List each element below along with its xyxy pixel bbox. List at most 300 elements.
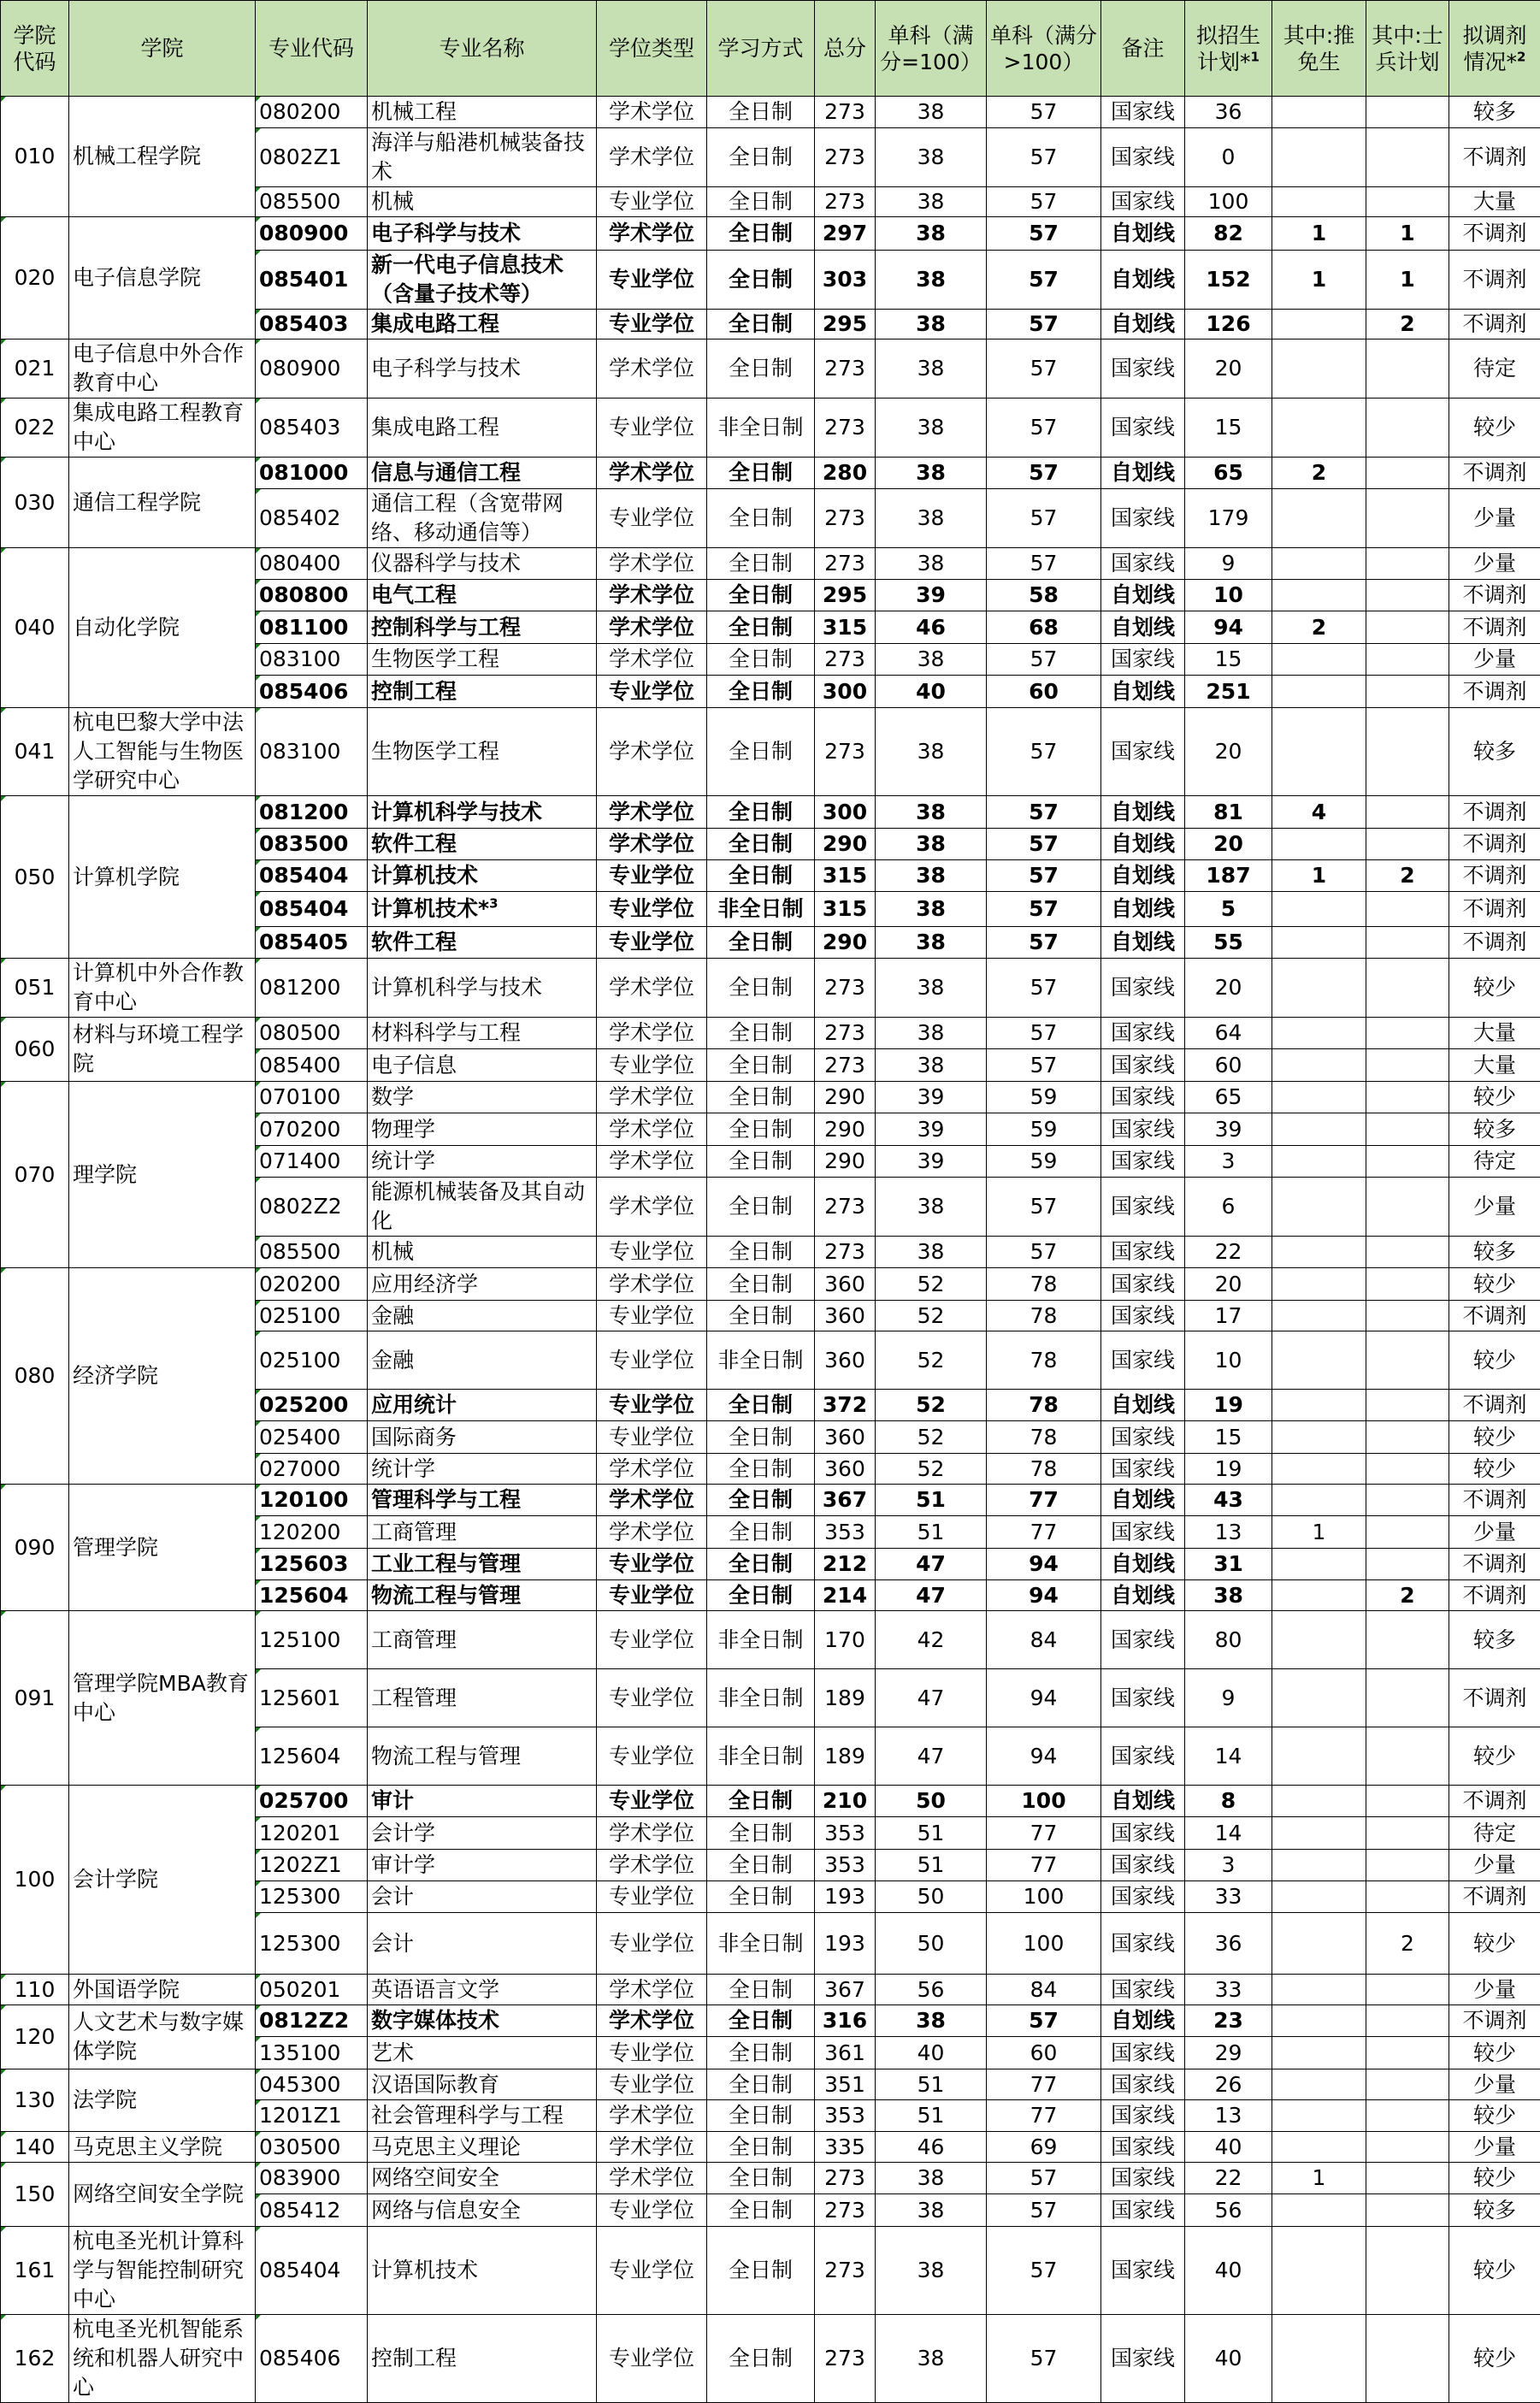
major-name: 生物医学工程	[368, 644, 597, 676]
major-code: 085401	[256, 251, 368, 310]
major-name: 控制工程	[368, 2315, 597, 2403]
major-code: 085500	[256, 1237, 368, 1268]
exempt-count	[1272, 1454, 1366, 1485]
adjust-status: 不调剂	[1449, 458, 1540, 489]
college-code: 091	[1, 1611, 69, 1786]
remark: 国家线	[1101, 1516, 1185, 1549]
major-code: 045300	[256, 2069, 368, 2100]
degree-type: 学术学位	[597, 458, 707, 489]
adjust-status: 较少	[1449, 2227, 1540, 2315]
soldier-count	[1366, 1817, 1449, 1850]
study-mode: 非全日制	[707, 1331, 815, 1390]
total-score: 367	[815, 1485, 876, 1516]
remark: 国家线	[1101, 2194, 1185, 2227]
total-score: 353	[815, 1516, 876, 1549]
study-mode: 全日制	[707, 2163, 815, 2194]
single-score-gt100: 57	[987, 959, 1101, 1018]
major-code: 083900	[256, 2163, 368, 2194]
enrollment-plan: 39	[1185, 1113, 1272, 1146]
adjust-status: 较多	[1449, 97, 1540, 128]
major-name: 软件工程	[368, 927, 597, 959]
exempt-count: 1	[1272, 860, 1366, 892]
study-mode: 全日制	[707, 1516, 815, 1549]
adjust-status: 少量	[1449, 2132, 1540, 2163]
single-score-100: 38	[876, 310, 987, 339]
study-mode: 全日制	[707, 1113, 815, 1146]
degree-type: 专业学位	[597, 860, 707, 892]
single-score-100: 50	[876, 1881, 987, 1913]
degree-type: 专业学位	[597, 1786, 707, 1817]
soldier-count	[1366, 1268, 1449, 1301]
college-code: 140	[1, 2132, 69, 2163]
table-row	[1, 399, 1540, 458]
single-score-gt100: 78	[987, 1390, 1101, 1421]
single-score-100: 38	[876, 399, 987, 458]
enrollment-plan: 31	[1185, 1549, 1272, 1580]
remark: 国家线	[1101, 1237, 1185, 1268]
exempt-count	[1272, 1549, 1366, 1580]
major-name: 应用经济学	[368, 1268, 597, 1301]
footnote-3: 3	[489, 896, 498, 912]
soldier-count	[1366, 2132, 1449, 2163]
adjust-status: 不调剂	[1449, 310, 1540, 339]
adjust-status: 不调剂	[1449, 676, 1540, 708]
college-name: 电子信息中外合作教育中心	[69, 339, 256, 399]
total-score: 361	[815, 2037, 876, 2069]
total-score: 189	[815, 1669, 876, 1727]
soldier-count	[1366, 97, 1449, 128]
degree-type: 专业学位	[597, 1049, 707, 1082]
degree-type: 专业学位	[597, 1611, 707, 1669]
single-score-100: 38	[876, 927, 987, 959]
study-mode: 全日制	[707, 489, 815, 548]
exempt-count	[1272, 959, 1366, 1018]
soldier-count	[1366, 128, 1449, 187]
single-score-100: 51	[876, 2100, 987, 2132]
exempt-count	[1272, 1268, 1366, 1301]
major-code: 081200	[256, 796, 368, 829]
total-score: 273	[815, 2194, 876, 2227]
table-row	[1, 1018, 1540, 1049]
exempt-count	[1272, 548, 1366, 580]
degree-type: 学术学位	[597, 708, 707, 796]
major-code: 025100	[256, 1331, 368, 1390]
degree-type: 学术学位	[597, 128, 707, 187]
single-score-gt100: 57	[987, 2005, 1101, 2037]
single-score-gt100: 57	[987, 217, 1101, 251]
enrollment-plan: 15	[1185, 1421, 1272, 1454]
major-name: 机械工程	[368, 97, 597, 128]
single-score-gt100: 58	[987, 580, 1101, 611]
exempt-count	[1272, 1580, 1366, 1611]
degree-type: 学术学位	[597, 796, 707, 829]
major-code: 070200	[256, 1113, 368, 1146]
exempt-count	[1272, 1049, 1366, 1082]
college-code: 022	[1, 399, 69, 458]
soldier-count	[1366, 1549, 1449, 1580]
major-code: 025200	[256, 1390, 368, 1421]
total-score: 360	[815, 1301, 876, 1331]
major-name: 艺术	[368, 2037, 597, 2069]
exempt-count	[1272, 399, 1366, 458]
major-name: 马克思主义理论	[368, 2132, 597, 2163]
soldier-count	[1366, 927, 1449, 959]
single-score-gt100: 68	[987, 611, 1101, 644]
adjust-status: 较少	[1449, 2100, 1540, 2132]
adjust-status: 不调剂	[1449, 1549, 1540, 1580]
major-code: 0812Z2	[256, 2005, 368, 2037]
single-score-gt100: 100	[987, 1786, 1101, 1817]
degree-type: 学术学位	[597, 959, 707, 1018]
major-code: 080500	[256, 1018, 368, 1049]
adjust-status: 不调剂	[1449, 611, 1540, 644]
college-code: 130	[1, 2069, 69, 2132]
soldier-count	[1366, 644, 1449, 676]
exempt-count: 2	[1272, 611, 1366, 644]
major-code: 085404	[256, 860, 368, 892]
total-score: 273	[815, 959, 876, 1018]
total-score: 335	[815, 2132, 876, 2163]
major-name: 集成电路工程	[368, 310, 597, 339]
single-score-100: 40	[876, 2037, 987, 2069]
study-mode: 全日制	[707, 796, 815, 829]
remark: 自划线	[1101, 2005, 1185, 2037]
major-name: 信息与通信工程	[368, 458, 597, 489]
major-name: 海洋与船港机械装备技术	[368, 128, 597, 187]
adjust-status: 少量	[1449, 1516, 1540, 1549]
table-row	[1, 1485, 1540, 1516]
major-name: 生物医学工程	[368, 708, 597, 796]
enrollment-plan: 15	[1185, 644, 1272, 676]
adjust-status: 不调剂	[1449, 1580, 1540, 1611]
study-mode: 全日制	[707, 1454, 815, 1485]
remark: 国家线	[1101, 548, 1185, 580]
major-name: 控制工程	[368, 676, 597, 708]
degree-type: 学术学位	[597, 339, 707, 399]
adjust-status: 少量	[1449, 1850, 1540, 1881]
remark: 自划线	[1101, 310, 1185, 339]
soldier-count	[1366, 2227, 1449, 2315]
exempt-count: 1	[1272, 217, 1366, 251]
major-code: 0802Z2	[256, 1178, 368, 1237]
enrollment-plan: 5	[1185, 892, 1272, 927]
enrollment-plan: 64	[1185, 1018, 1272, 1049]
college-code: 150	[1, 2163, 69, 2227]
degree-type: 学术学位	[597, 580, 707, 611]
remark: 自划线	[1101, 1390, 1185, 1421]
major-name: 英语语言文学	[368, 1975, 597, 2005]
major-code: 020200	[256, 1268, 368, 1301]
enrollment-plan: 23	[1185, 2005, 1272, 2037]
major-code: 030500	[256, 2132, 368, 2163]
adjust-status: 较多	[1449, 1611, 1540, 1669]
study-mode: 全日制	[707, 2227, 815, 2315]
col-remark: 备注	[1101, 1, 1185, 97]
exempt-count	[1272, 1727, 1366, 1786]
enrollment-plan: 36	[1185, 97, 1272, 128]
single-score-gt100: 84	[987, 1975, 1101, 2005]
major-name: 通信工程（含宽带网络、移动通信等）	[368, 489, 597, 548]
single-score-gt100: 78	[987, 1331, 1101, 1390]
major-name	[368, 892, 597, 927]
major-name: 计算机科学与技术	[368, 796, 597, 829]
single-score-100: 38	[876, 860, 987, 892]
enrollment-plan: 9	[1185, 548, 1272, 580]
major-code: 080200	[256, 97, 368, 128]
degree-type: 学术学位	[597, 644, 707, 676]
degree-type: 学术学位	[597, 1817, 707, 1850]
single-score-gt100: 57	[987, 1237, 1101, 1268]
exempt-count	[1272, 829, 1366, 860]
soldier-count	[1366, 399, 1449, 458]
exempt-count	[1272, 1975, 1366, 2005]
study-mode: 全日制	[707, 458, 815, 489]
study-mode: 全日制	[707, 1485, 815, 1516]
college-name: 杭电圣光机智能系统和机器人研究中心	[69, 2315, 256, 2403]
study-mode: 全日制	[707, 1178, 815, 1237]
single-score-100: 40	[876, 676, 987, 708]
college-name: 集成电路工程教育中心	[69, 399, 256, 458]
enrollment-plan: 20	[1185, 708, 1272, 796]
enrollment-plan: 82	[1185, 217, 1272, 251]
college-name: 通信工程学院	[69, 458, 256, 548]
remark: 自划线	[1101, 892, 1185, 927]
study-mode: 全日制	[707, 580, 815, 611]
major-code: 125300	[256, 1913, 368, 1975]
single-score-gt100: 59	[987, 1113, 1101, 1146]
major-name: 社会管理科学与工程	[368, 2100, 597, 2132]
single-score-gt100: 57	[987, 829, 1101, 860]
soldier-count	[1366, 548, 1449, 580]
soldier-count	[1366, 2100, 1449, 2132]
single-score-gt100: 57	[987, 399, 1101, 458]
single-score-100: 52	[876, 1454, 987, 1485]
total-score: 273	[815, 187, 876, 217]
single-score-gt100: 59	[987, 1082, 1101, 1113]
adjust-status: 少量	[1449, 548, 1540, 580]
degree-type: 学术学位	[597, 548, 707, 580]
soldier-count	[1366, 1850, 1449, 1881]
enrollment-plan: 38	[1185, 1580, 1272, 1611]
remark: 自划线	[1101, 796, 1185, 829]
study-mode: 全日制	[707, 2005, 815, 2037]
major-code: 120201	[256, 1817, 368, 1850]
soldier-count	[1366, 187, 1449, 217]
exempt-count	[1272, 128, 1366, 187]
exempt-count	[1272, 1611, 1366, 1669]
single-score-gt100: 78	[987, 1421, 1101, 1454]
enrollment-plan: 56	[1185, 2194, 1272, 2227]
single-score-100: 52	[876, 1268, 987, 1301]
single-score-100: 47	[876, 1727, 987, 1786]
exempt-count	[1272, 708, 1366, 796]
single-score-100: 52	[876, 1301, 987, 1331]
degree-type: 学术学位	[597, 1113, 707, 1146]
major-name: 软件工程	[368, 829, 597, 860]
soldier-count: 1	[1366, 217, 1449, 251]
adjust-status: 少量	[1449, 1975, 1540, 2005]
adjust-status: 较多	[1449, 2194, 1540, 2227]
enrollment-plan: 20	[1185, 339, 1272, 399]
total-score: 290	[815, 927, 876, 959]
study-mode: 全日制	[707, 1301, 815, 1331]
adjust-status: 较少	[1449, 959, 1540, 1018]
exempt-count	[1272, 187, 1366, 217]
remark: 国家线	[1101, 1850, 1185, 1881]
study-mode: 全日制	[707, 860, 815, 892]
study-mode: 全日制	[707, 548, 815, 580]
enrollment-plan: 22	[1185, 1237, 1272, 1268]
major-name: 金融	[368, 1301, 597, 1331]
exempt-count	[1272, 97, 1366, 128]
total-score: 273	[815, 128, 876, 187]
college-code: 080	[1, 1268, 69, 1485]
exempt-count	[1272, 1913, 1366, 1975]
enrollment-plan: 33	[1185, 1975, 1272, 2005]
study-mode: 全日制	[707, 1146, 815, 1178]
exempt-count: 1	[1272, 2163, 1366, 2194]
adjust-status: 不调剂	[1449, 1881, 1540, 1913]
single-score-100: 38	[876, 489, 987, 548]
table-row	[1, 339, 1540, 399]
major-name: 物理学	[368, 1113, 597, 1146]
single-score-100: 39	[876, 1113, 987, 1146]
adjust-status: 不调剂	[1449, 128, 1540, 187]
single-score-gt100: 69	[987, 2132, 1101, 2163]
major-name: 工商管理	[368, 1611, 597, 1669]
total-score: 290	[815, 829, 876, 860]
enrollment-plan: 20	[1185, 829, 1272, 860]
single-score-100: 50	[876, 1786, 987, 1817]
enrollment-plan: 17	[1185, 1301, 1272, 1331]
total-score: 360	[815, 1268, 876, 1301]
col-soldier: 其中:士兵计划	[1366, 1, 1449, 97]
total-score: 214	[815, 1580, 876, 1611]
single-score-100: 52	[876, 1331, 987, 1390]
major-code: 083100	[256, 644, 368, 676]
total-score: 360	[815, 1331, 876, 1390]
single-score-gt100: 57	[987, 892, 1101, 927]
major-name: 工程管理	[368, 1669, 597, 1727]
college-code: 040	[1, 548, 69, 708]
college-name: 外国语学院	[69, 1975, 256, 2005]
enrollment-plan: 13	[1185, 2100, 1272, 2132]
single-score-gt100: 57	[987, 1178, 1101, 1237]
adjust-status: 较少	[1449, 399, 1540, 458]
major-code: 135100	[256, 2037, 368, 2069]
enrollment-plan: 40	[1185, 2227, 1272, 2315]
adjust-status: 少量	[1449, 489, 1540, 548]
enrollment-plan: 251	[1185, 676, 1272, 708]
soldier-count	[1366, 458, 1449, 489]
enrollment-plan: 152	[1185, 251, 1272, 310]
plan-label: 拟招生计划*	[1196, 23, 1260, 74]
single-score-gt100: 57	[987, 310, 1101, 339]
exempt-count	[1272, 1485, 1366, 1516]
remark: 国家线	[1101, 1331, 1185, 1390]
soldier-count	[1366, 1516, 1449, 1549]
major-code: 085405	[256, 927, 368, 959]
remark: 国家线	[1101, 1178, 1185, 1237]
major-name: 会计	[368, 1881, 597, 1913]
major-code: 071400	[256, 1146, 368, 1178]
major-name: 审计	[368, 1786, 597, 1817]
enrollment-plan: 20	[1185, 959, 1272, 1018]
single-score-gt100: 57	[987, 927, 1101, 959]
enrollment-plan: 40	[1185, 2315, 1272, 2403]
single-score-100: 38	[876, 959, 987, 1018]
degree-type: 学术学位	[597, 2163, 707, 2194]
soldier-count	[1366, 1669, 1449, 1727]
single-score-100: 50	[876, 1913, 987, 1975]
single-score-gt100: 78	[987, 1268, 1101, 1301]
study-mode: 全日制	[707, 1975, 815, 2005]
adjust-status: 较少	[1449, 1268, 1540, 1301]
total-score: 273	[815, 97, 876, 128]
major-code: 125601	[256, 1669, 368, 1727]
enrollment-plan: 100	[1185, 187, 1272, 217]
study-mode: 全日制	[707, 2194, 815, 2227]
table-row	[1, 1975, 1540, 2005]
study-mode: 非全日制	[707, 892, 815, 927]
degree-type: 专业学位	[597, 1421, 707, 1454]
college-name: 杭电圣光机计算科学与智能控制研究中心	[69, 2227, 256, 2315]
exempt-count	[1272, 1786, 1366, 1817]
single-score-100: 38	[876, 1237, 987, 1268]
footnote-1: 1	[1251, 49, 1260, 64]
degree-type: 专业学位	[597, 1913, 707, 1975]
remark: 国家线	[1101, 489, 1185, 548]
single-score-100: 52	[876, 1421, 987, 1454]
single-score-gt100: 77	[987, 1817, 1101, 1850]
single-score-gt100: 57	[987, 251, 1101, 310]
adjust-status: 较少	[1449, 1331, 1540, 1390]
exempt-count	[1272, 2227, 1366, 2315]
single-score-gt100: 77	[987, 2100, 1101, 2132]
study-mode: 全日制	[707, 217, 815, 251]
soldier-count	[1366, 1390, 1449, 1421]
soldier-count	[1366, 2069, 1449, 2100]
college-name: 理学院	[69, 1082, 256, 1268]
soldier-count	[1366, 489, 1449, 548]
total-score: 367	[815, 1975, 876, 2005]
major-code: 027000	[256, 1454, 368, 1485]
enrollment-plan: 94	[1185, 611, 1272, 644]
single-score-gt100: 57	[987, 548, 1101, 580]
single-score-100: 38	[876, 1178, 987, 1237]
soldier-count	[1366, 708, 1449, 796]
col-study-mode: 学习方式	[707, 1, 815, 97]
table-row	[1, 2132, 1540, 2163]
major-code: 083100	[256, 708, 368, 796]
single-score-100: 38	[876, 458, 987, 489]
study-mode: 全日制	[707, 1850, 815, 1881]
major-name: 数字媒体技术	[368, 2005, 597, 2037]
degree-type: 专业学位	[597, 1301, 707, 1331]
enrollment-plan: 80	[1185, 1611, 1272, 1669]
remark: 国家线	[1101, 2100, 1185, 2132]
exempt-count	[1272, 339, 1366, 399]
single-score-gt100: 100	[987, 1881, 1101, 1913]
remark: 国家线	[1101, 2069, 1185, 2100]
col-major-code: 专业代码	[256, 1, 368, 97]
soldier-count	[1366, 1727, 1449, 1786]
major-name: 国际商务	[368, 1421, 597, 1454]
major-code: 125100	[256, 1611, 368, 1669]
degree-type: 学术学位	[597, 217, 707, 251]
soldier-count: 2	[1366, 860, 1449, 892]
table-body	[1, 97, 1540, 2403]
